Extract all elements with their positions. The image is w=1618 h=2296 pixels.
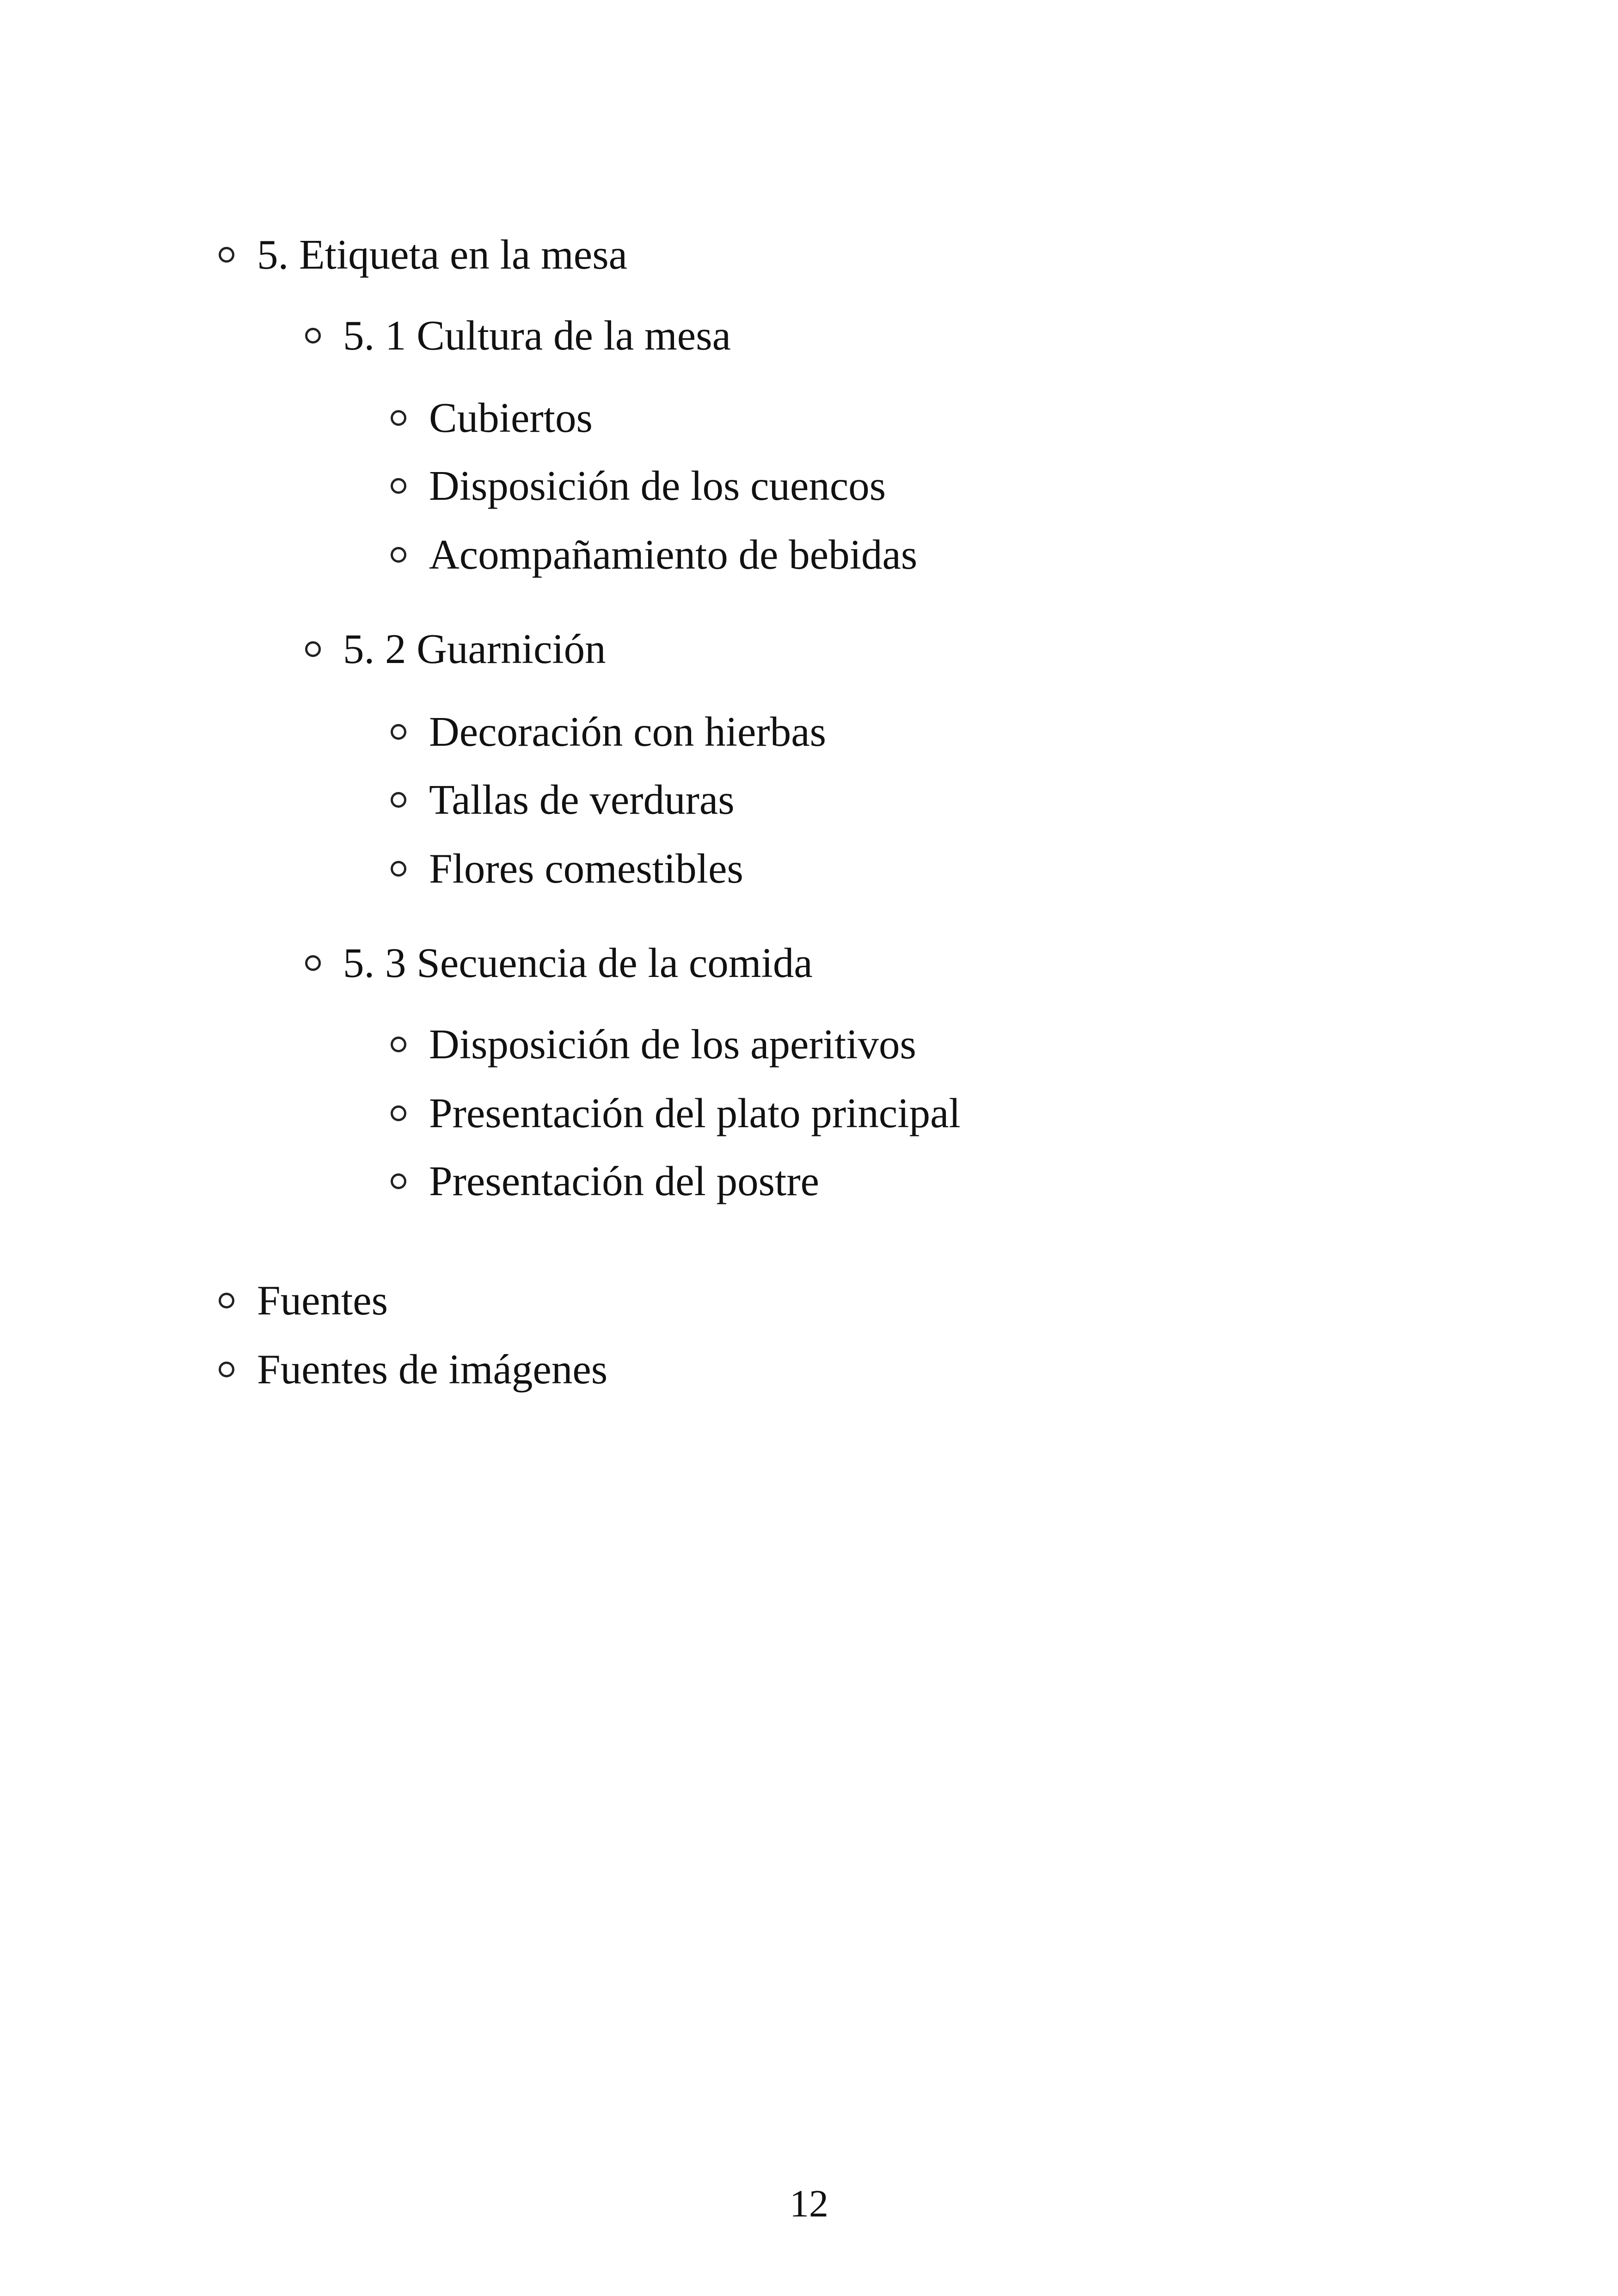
bullet-icon (305, 955, 321, 971)
bullet-icon (305, 328, 321, 344)
bullet-icon (219, 1362, 234, 1377)
bullet-icon (391, 547, 406, 563)
outline-item-cubiertos: Cubiertos (429, 394, 593, 441)
bullet-icon (305, 641, 321, 657)
outline-item-fuentes-imagenes: Fuentes de imágenes (257, 1346, 608, 1393)
bullet-icon (219, 1293, 234, 1308)
outline-item-etiqueta: 5. Etiqueta en la mesa (257, 231, 628, 278)
outline-item-cultura: 5. 1 Cultura de la mesa (343, 312, 731, 359)
page-number: 12 (790, 2182, 828, 2225)
outline-item-cuencos: Disposición de los cuencos (429, 462, 886, 509)
outline-item-fuentes: Fuentes (257, 1277, 388, 1324)
bullet-icon (391, 724, 406, 740)
outline-item-bebidas: Acompañamiento de bebidas (429, 531, 918, 578)
outline-item-flores: Flores comestibles (429, 845, 743, 892)
bullet-icon (391, 1037, 406, 1052)
outline-item-secuencia: 5. 3 Secuencia de la comida (343, 939, 813, 986)
outline-item-hierbas: Decoración con hierbas (429, 708, 827, 755)
bullet-icon (219, 247, 234, 263)
outline-item-verduras: Tallas de verduras (429, 776, 735, 823)
bullet-icon (391, 1105, 406, 1121)
outline-item-guarnicion: 5. 2 Guarnición (343, 626, 606, 672)
outline-item-aperitivos: Disposición de los aperitivos (429, 1021, 916, 1068)
outline-item-plato-principal: Presentación del plato principal (429, 1090, 961, 1136)
outline-item-postre: Presentación del postre (429, 1158, 820, 1204)
bullet-icon (391, 478, 406, 494)
bullet-icon (391, 861, 406, 877)
bullet-icon (391, 792, 406, 808)
bullet-icon (391, 410, 406, 426)
bullet-icon (391, 1173, 406, 1189)
